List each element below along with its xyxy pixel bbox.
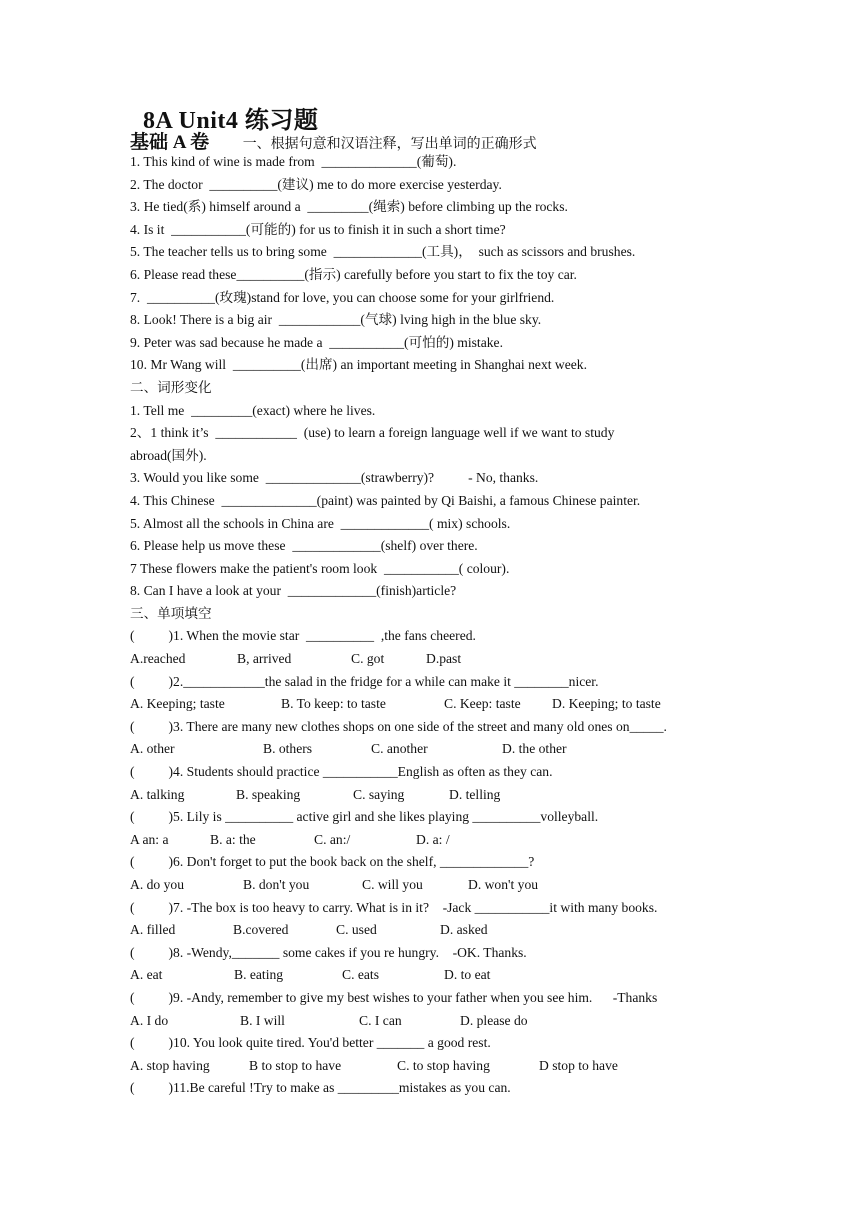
question-line: 10. Mr Wang will __________(出席) an important meeting in Shanghai next week. xyxy=(130,357,587,373)
mc-option: A. talking xyxy=(130,786,185,802)
mc-options xyxy=(130,1010,770,1033)
mc-option: C. an:/ xyxy=(314,831,351,847)
mc-options xyxy=(130,874,770,897)
mc-option: B. others xyxy=(263,741,313,757)
question-line: 5. Almost all the schools in China are _____________( mix) schools. xyxy=(130,515,511,531)
mc-option: D. the other xyxy=(502,741,567,757)
mc-question: ( )6. Don't forget to put the book back on the shelf, _____________? xyxy=(130,854,535,870)
mc-option: D. a: / xyxy=(416,831,450,847)
mc-option: A. filled xyxy=(130,922,176,938)
mc-option: A an: a xyxy=(130,831,169,847)
question-line: 5. The teacher tells us to bring some _____________(工具)， such as scissors and brushes. xyxy=(130,244,636,260)
mc-option: D. please do xyxy=(460,1012,528,1028)
mc-option: C. saying xyxy=(353,786,405,802)
mc-option: C. will you xyxy=(362,877,423,892)
mc-options xyxy=(130,1055,770,1078)
worksheet-title: 8A Unit4 练习题 xyxy=(143,108,319,134)
mc-options xyxy=(130,964,770,987)
section-1-heading: 一、根据句意和汉语注释，写出单词的正确形式 xyxy=(242,137,537,152)
mc-option: C. got xyxy=(351,651,385,667)
mc-options xyxy=(130,648,770,671)
subtitle-line xyxy=(130,127,537,154)
mc-option: A. stop having xyxy=(130,1057,210,1073)
question-line: 6. Please help us move these _____________(shelf) over there. xyxy=(130,538,478,554)
question-line: abroad(国外). xyxy=(130,447,207,463)
paper-level-label: 基础 A 卷 xyxy=(130,132,210,153)
mc-option: B. a: the xyxy=(210,831,256,847)
mc-option: B. don't you xyxy=(243,877,310,892)
mc-option: A. eat xyxy=(130,967,163,983)
mc-question: ( )3. There are many new clothes shops on one side of the street and many old ones on_____. xyxy=(130,718,667,734)
question-line: 8. Look! There is a big air ____________(气球) lving high in the blue sky. xyxy=(130,312,542,328)
question-line: 3. He tied(系) himself around a _________(绳索) before climbing up the rocks. xyxy=(130,199,568,215)
question-line: 1. This kind of wine is made from ______________(葡萄). xyxy=(130,154,457,169)
mc-options xyxy=(130,693,770,716)
question-line: 6. Please read these__________(指示) carefully before you start to fix the toy car. xyxy=(130,266,577,282)
question-line: 4. Is it ___________(可能的) for us to finish it in such a short time? xyxy=(130,221,506,237)
mc-option: D.past xyxy=(426,651,462,667)
mc-option: D. to eat xyxy=(444,967,491,983)
mc-question: ( )7. -The box is too heavy to carry. What is in it? -Jack ___________it with many books. xyxy=(130,899,658,915)
mc-options xyxy=(130,829,770,852)
mc-option: D. won't you xyxy=(468,877,539,892)
mc-question: ( )8. -Wendy,_______ some cakes if you re hungry. -OK. Thanks. xyxy=(130,944,527,960)
question-line: 8. Can I have a look at your _____________(finish)article? xyxy=(130,583,457,599)
mc-option: D stop to have xyxy=(539,1057,618,1073)
mc-option: B. speaking xyxy=(236,786,301,802)
question-line: 1. Tell me _________(exact) where he lives. xyxy=(130,402,376,418)
mc-question: ( )9. -Andy, remember to give my best wishes to your father when you see him. -Thanks xyxy=(130,989,658,1005)
mc-option: B. To keep: to taste xyxy=(281,696,386,712)
mc-option: C. used xyxy=(336,922,377,938)
question-line: 2、1 think it’s ____________ (use) to learn a foreign language well if we want to study xyxy=(130,425,615,441)
mc-option: A. I do xyxy=(130,1012,169,1028)
mc-option: B, arrived xyxy=(237,651,292,667)
question-line: 4. This Chinese ______________(paint) was painted by Qi Baishi, a famous Chinese painter. xyxy=(130,492,641,508)
mc-option: A. Keeping; taste xyxy=(130,696,225,712)
mc-option: C. Keep: taste xyxy=(444,696,521,712)
mc-option: D. asked xyxy=(440,922,488,938)
question-line: 7. __________(玫瑰)stand for love, you can choose some for your girlfriend. xyxy=(130,289,555,305)
mc-option: C. eats xyxy=(342,967,379,983)
mc-option: B. I will xyxy=(240,1012,285,1028)
mc-options xyxy=(130,784,770,807)
mc-option: B to stop to have xyxy=(249,1057,342,1073)
mc-question: ( )5. Lily is __________ active girl and she likes playing __________volleyball. xyxy=(130,809,599,825)
mc-option: B.covered xyxy=(233,922,289,938)
worksheet-body xyxy=(130,151,770,1100)
mc-question: ( )4. Students should practice ___________English as often as they can. xyxy=(130,764,553,780)
mc-option: B. eating xyxy=(234,967,284,983)
mc-option: A. do you xyxy=(130,877,184,892)
mc-option: A.reached xyxy=(130,651,186,667)
mc-options xyxy=(130,919,770,942)
question-line: 7 These flowers make the patient's room look ___________( colour). xyxy=(130,560,510,576)
question-line: 3. Would you like some ______________(strawberry)? - No, thanks. xyxy=(130,470,539,486)
mc-option: C. I can xyxy=(359,1012,402,1028)
mc-option: C. to stop having xyxy=(397,1057,490,1073)
mc-options xyxy=(130,738,770,761)
section-2-heading: 二、词形变化 xyxy=(130,379,212,395)
mc-question: ( )1. When the movie star __________ ,the fans cheered. xyxy=(130,628,476,644)
mc-option: A. other xyxy=(130,741,175,757)
mc-option: D. Keeping; to taste xyxy=(552,696,661,712)
mc-option: D. telling xyxy=(449,786,501,802)
mc-question: ( )2.____________the salad in the fridge for a while can make it ________nicer. xyxy=(130,673,599,689)
mc-question: ( )10. You look quite tired. You'd better _______ a good rest. xyxy=(130,1035,491,1051)
section-3-heading: 三、单项填空 xyxy=(130,605,212,621)
mc-question: ( )11.Be careful !Try to make as _________mistakes as you can. xyxy=(130,1080,511,1096)
question-line: 9. Peter was sad because he made a ___________(可怕的) mistake. xyxy=(130,334,503,350)
question-line: 2. The doctor __________(建议) me to do more exercise yesterday. xyxy=(130,176,502,192)
mc-option: C. another xyxy=(371,741,428,757)
